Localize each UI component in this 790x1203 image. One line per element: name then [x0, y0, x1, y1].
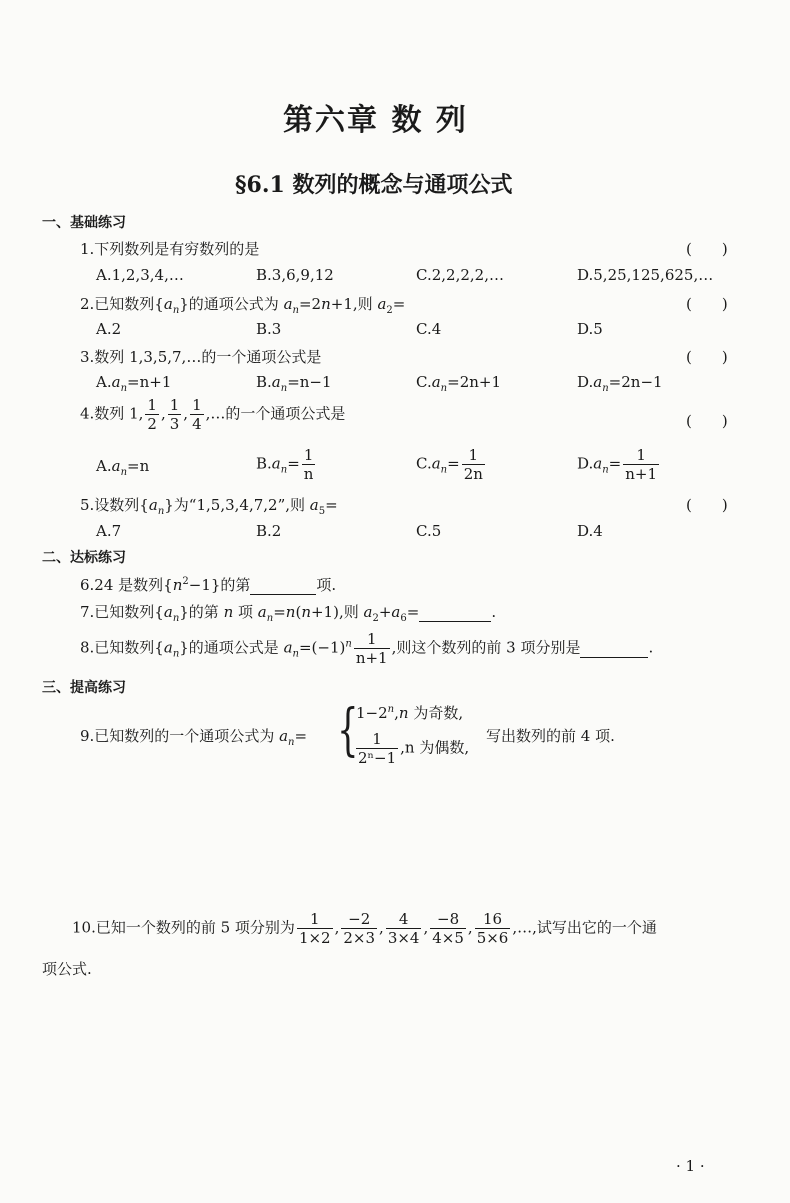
heading-standard: 二、达标练习 — [42, 550, 126, 566]
q3-option-b: $B.a_n=n-1$ — [256, 373, 332, 394]
q10-frac-2: $\frac{-2}{2\times 3}$ — [343, 910, 376, 947]
q4-option-d: $D.a_n=$ $\frac{1}{n+1}$ — [577, 446, 658, 483]
heading-basic: 一、基础练习 — [42, 215, 126, 231]
q2-option-c: C.4 — [416, 320, 442, 338]
q4-option-a: $A.a_n=n$ — [96, 457, 150, 478]
q5-option-c: C.5 — [416, 522, 442, 540]
chapter-title: 第六章 数 列 — [283, 103, 468, 138]
q9-brace: { — [337, 698, 359, 763]
q5-answer-paren: ( ) — [686, 496, 728, 514]
q4-answer-paren: ( ) — [686, 412, 728, 430]
q1-answer-paren: ( ) — [686, 240, 728, 258]
q1-option-b: B.3,6,9,12 — [256, 266, 334, 284]
q5-option-a: A.7 — [96, 522, 122, 540]
q4-option-c: $C.a_n=$ $\frac{1}{2n}$ — [416, 446, 483, 483]
q3-option-c: $C.a_n=2n+1$ — [416, 373, 502, 394]
q1-stem: 1.下列数列是有穷数列的是 — [80, 240, 260, 258]
q9-case-2: $\frac{1}{\text{2ⁿ−1}}$ ,n 为偶数, — [358, 730, 470, 767]
q4-frac-3: $\frac{1}{4}$ — [192, 396, 202, 433]
q6-stem: 6.24 是数列$\{n^2-1\}$的第 项. — [80, 576, 337, 594]
page-number: · 1 · — [676, 1157, 705, 1175]
q4-stem: 4.数列 1, $\frac{1}{2}$ , $\frac{1}{3}$ , $\frac{1}{4}$ ,…的一个通项公式是 — [80, 396, 346, 433]
q5-option-b: B.2 — [256, 522, 282, 540]
q1-option-a: A.1,2,3,4,… — [96, 266, 184, 284]
q4-frac-1: $\frac{1}{2}$ — [147, 396, 157, 433]
heading-advanced: 三、提高练习 — [42, 680, 126, 696]
q3-stem: 3.数列 1,3,5,7,…的一个通项公式是 — [80, 348, 322, 366]
q8-answer-blank[interactable] — [580, 639, 648, 658]
q10-frac-1: $\frac{1}{1\times 2}$ — [298, 910, 331, 947]
q8-frac: $\frac{1}{n+1}$ — [355, 630, 388, 667]
q8-stem: 8.已知数列$\{a_n\}$的通项公式是 $a_n=(-1)^n$ $\frac{1}{n+1}$ ,则这个数列的前 3 项分别是 . — [80, 630, 654, 667]
q1-option-c: C.2,2,2,2,… — [416, 266, 504, 284]
q6-answer-blank[interactable] — [250, 576, 316, 595]
q10-frac-4: $\frac{-8}{4\times 5}$ — [432, 910, 464, 947]
q5-option-d: D.4 — [577, 522, 603, 540]
q10-stem: 10.已知一个数列的前 5 项分别为 $\frac{1}{1\times 2}$ , $\frac{-2}{2\times 3}$ , $\frac{4}{3\times 4}$ , $\frac{-8}{4\times 5}$ , $\frac{16}{5\times 6}$ ,…,试写出它的一个通 — [72, 910, 657, 947]
q4-frac-2: $\frac{1}{3}$ — [169, 396, 180, 433]
q10-stem-line2: 项公式. — [42, 960, 92, 978]
q5-stem: 5.设数列$\{a_n\}$为“1,5,3,4,7,2”,则 $a_5=$ — [80, 496, 338, 517]
q3-answer-paren: ( ) — [686, 348, 728, 366]
q3-option-d: $D.a_n=2n-1$ — [577, 373, 663, 394]
section-title: §6.1 数列的概念与通项公式 — [235, 172, 513, 198]
q7-stem: 7.已知数列$\{a_n\}$的第 n 项 $a_n=n(n+1)$,则 $a_2+a_6=$ . — [80, 603, 497, 624]
q2-answer-paren: ( ) — [686, 295, 728, 313]
q4-option-b: $B.a_n=$ $\frac{1}{n}$ — [256, 446, 314, 483]
q10-frac-5: $\frac{16}{5\times 6}$ — [476, 910, 509, 947]
q2-option-b: B.3 — [256, 320, 282, 338]
q7-answer-blank[interactable] — [419, 603, 491, 622]
q2-stem: 2.已知数列$\{a_n\}$的通项公式为 $a_n=2n+1$,则 $a_2=$ — [80, 295, 406, 316]
q10-frac-3: $\frac{4}{3\times 4}$ — [387, 910, 420, 947]
q1-option-d: D.5,25,125,625,… — [577, 266, 714, 284]
q9-stem: 9.已知数列的一个通项公式为 $a_n=$ — [80, 727, 308, 748]
q3-option-a: $A.a_n=n+1$ — [96, 373, 172, 394]
q9-instruction: 写出数列的前 4 项. — [486, 727, 615, 745]
q2-option-a: A.2 — [96, 320, 122, 338]
q2-option-d: D.5 — [577, 320, 603, 338]
q9-case-1: $1-2^n,n$ 为奇数, — [356, 704, 464, 722]
